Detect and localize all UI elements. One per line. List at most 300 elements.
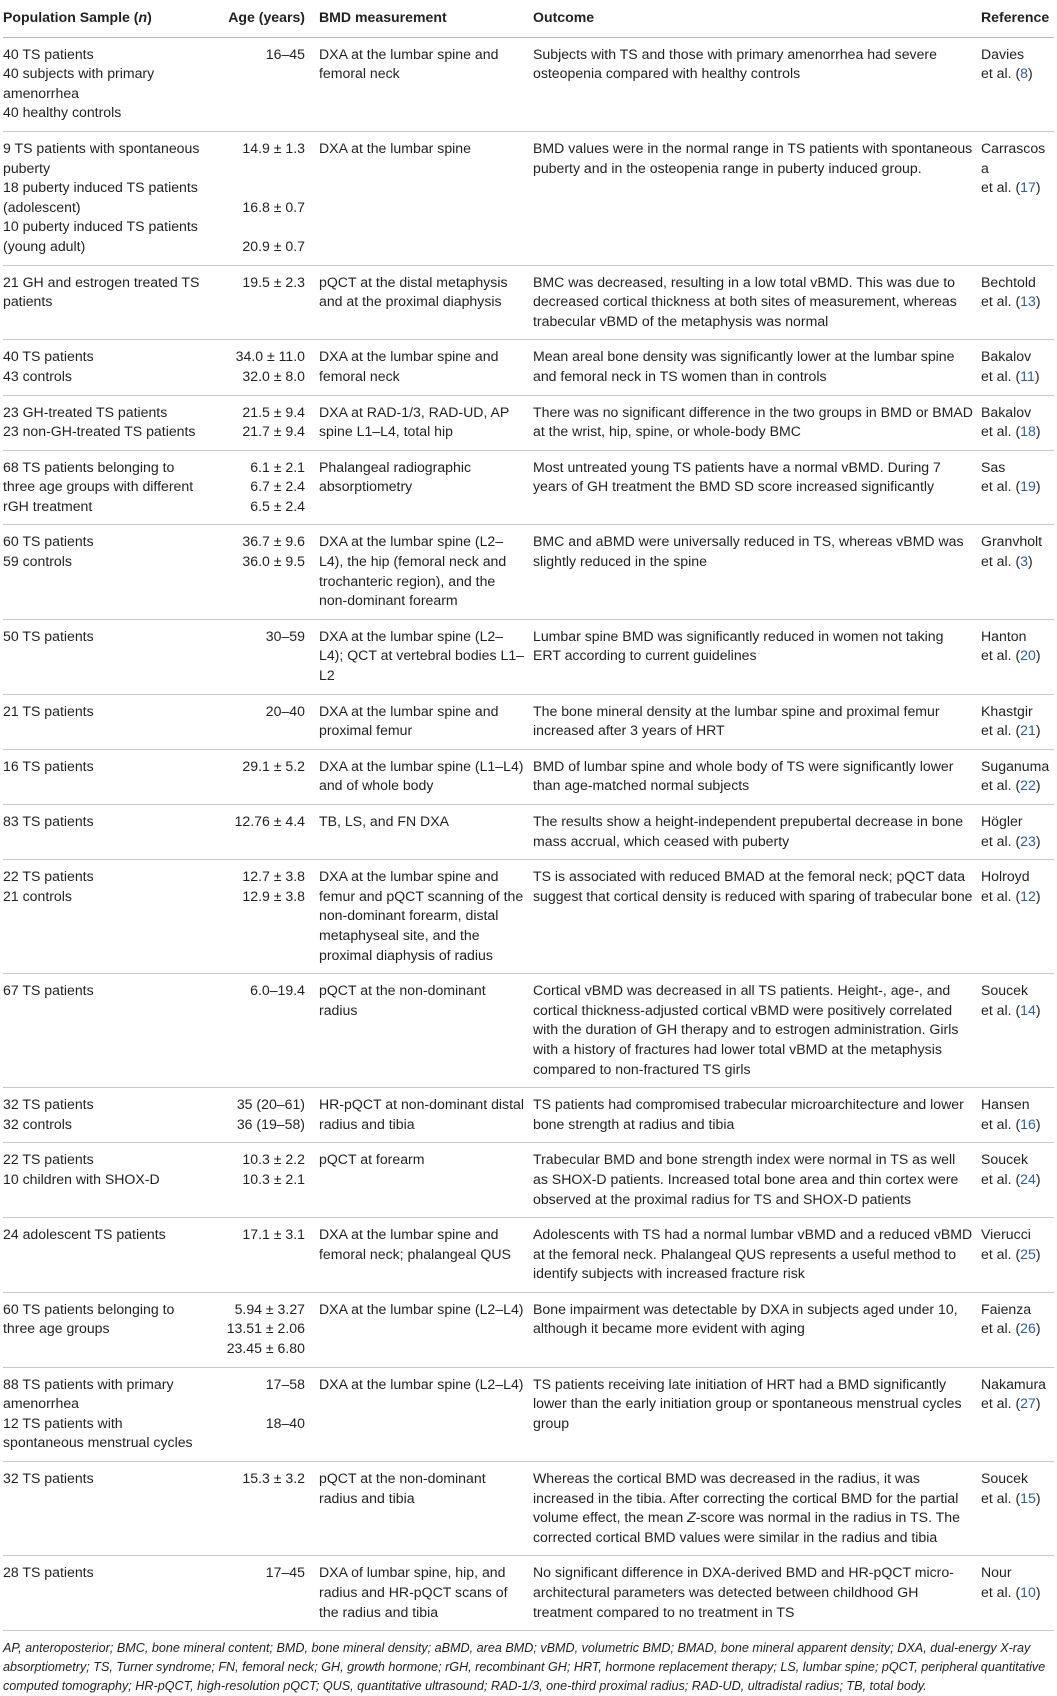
bmd-measurement-cell: DXA at the lumbar spine (L2–L4), the hip (femoral neck and trochanteric region), and the non-dominant forearm — [313, 525, 527, 619]
reference-cell — [975, 1367, 1054, 1461]
age-cell — [209, 131, 313, 265]
table-row — [3, 265, 1054, 340]
outcome-cell: TS patients had compromised trabecular microarchitecture and lower bone strength at radius and tibia — [527, 1088, 975, 1143]
reference-number-link[interactable]: 26 — [1020, 1320, 1036, 1337]
reference-close-paren: ) — [1035, 179, 1041, 196]
age-line: 6.0–19.4 — [250, 982, 305, 999]
outcome-cell: There was no significant difference in the two groups in BMD or BMAD at the wrist, hip, spine, or whole-body BMC — [527, 395, 975, 450]
age-cell — [209, 619, 313, 694]
table-row — [3, 805, 1054, 860]
age-line: 16–45 — [265, 45, 305, 62]
bmd-measurement-cell: DXA at the lumbar spine (L2–L4) — [313, 1367, 527, 1461]
reference-etal: et al. ( — [981, 293, 1021, 310]
reference-cell — [975, 395, 1054, 450]
reference-author: Faienza — [981, 1300, 1032, 1317]
header-age: Age (years) — [209, 0, 313, 37]
age-line: 19.5 ± 2.3 — [242, 273, 305, 290]
bmd-measurement-cell: pQCT at the non-dominant radius — [313, 974, 527, 1088]
age-cell — [209, 860, 313, 974]
reference-cell — [975, 1556, 1054, 1631]
population-cell — [3, 450, 209, 525]
bmd-measurement-cell: pQCT at the non-dominant radius and tibia — [313, 1462, 527, 1556]
population-line: 23 non-GH-treated TS patients — [3, 423, 196, 440]
reference-close-paren: ) — [1035, 647, 1041, 664]
table-row — [3, 1088, 1054, 1143]
reference-number-link[interactable]: 22 — [1020, 777, 1036, 794]
reference-etal: et al. ( — [981, 1115, 1021, 1132]
age-line: 17–45 — [265, 1564, 305, 1581]
reference-cell — [975, 694, 1054, 749]
reference-close-paren: ) — [1035, 1245, 1041, 1262]
age-cell — [209, 1088, 313, 1143]
reference-etal: et al. ( — [981, 1584, 1021, 1600]
age-line: 12.9 ± 3.8 — [242, 887, 305, 904]
reference-cell — [975, 1462, 1054, 1556]
population-line: 18 puberty induced TS patients (adolescent) — [3, 179, 198, 215]
age-line: 15.3 ± 3.2 — [242, 1470, 305, 1487]
outcome-cell: Most untreated young TS patients have a normal vBMD. During 7 years of GH treatment the BMD SD score increased significantly — [527, 450, 975, 525]
table-header — [3, 0, 1054, 37]
age-line: 18–40 — [265, 1414, 305, 1431]
header-population-close: ) — [147, 9, 152, 25]
population-line: 40 healthy controls — [3, 104, 122, 121]
age-line: 29.1 ± 5.2 — [242, 757, 305, 774]
age-line: 10.3 ± 2.2 — [242, 1151, 305, 1168]
reference-number-link[interactable]: 11 — [1020, 367, 1035, 384]
age-line — [209, 217, 305, 237]
bmd-measurement-cell: DXA at the lumbar spine (L2–L4); QCT at vertebral bodies L1–L2 — [313, 619, 527, 694]
header-population-text: Population Sample ( — [3, 9, 139, 25]
outcome-cell: BMD values were in the normal range in TS patients with spontaneous puberty and in the osteopenia range in puberty induced group. — [527, 131, 975, 265]
age-line: 21.5 ± 9.4 — [242, 403, 305, 420]
bmd-measurement-cell: DXA at the lumbar spine (L1–L4) and of whole body — [313, 749, 527, 804]
bmd-measurement-cell: DXA at the lumbar spine and femoral neck — [313, 37, 527, 131]
bmd-measurement-cell: DXA at the lumbar spine and femoral neck; phalangeal QUS — [313, 1218, 527, 1293]
table-row — [3, 860, 1054, 974]
reference-etal: et al. ( — [981, 423, 1021, 440]
header-row — [3, 0, 1054, 37]
reference-citation — [981, 292, 1052, 312]
bmd-measurement-cell: TB, LS, and FN DXA — [313, 805, 527, 860]
outcome-cell: TS patients receiving late initiation of HRT had a BMD significantly lower than the early initiation group or spontaneous menstrual cycles group — [527, 1367, 975, 1461]
reference-author: Soucek — [981, 1470, 1029, 1487]
reference-citation — [981, 776, 1052, 796]
reference-citation — [981, 477, 1052, 497]
population-cell — [3, 974, 209, 1088]
header-population — [3, 0, 209, 37]
reference-author: Nour — [981, 1564, 1012, 1581]
age-line: 5.94 ± 3.27 — [234, 1300, 305, 1317]
outcome-cell: Subjects with TS and those with primary amenorrhea had severe osteopenia compared with healthy controls — [527, 37, 975, 131]
reference-etal: et al. ( — [981, 478, 1021, 495]
reference-number-link[interactable]: 27 — [1020, 1395, 1036, 1412]
reference-number-link[interactable]: 10 — [1020, 1584, 1036, 1600]
table-row — [3, 1218, 1054, 1293]
reference-number-link[interactable]: 3 — [1020, 553, 1029, 570]
population-line: 88 TS patients with primary amenorrhea — [3, 1375, 174, 1412]
reference-etal: et al. ( — [981, 887, 1021, 904]
age-line: 10.3 ± 2.1 — [242, 1170, 305, 1187]
reference-etal: et al. ( — [981, 1170, 1021, 1187]
reference-cell — [975, 525, 1054, 619]
reference-number-link[interactable]: 12 — [1020, 887, 1036, 904]
reference-etal: et al. ( — [981, 832, 1021, 849]
table-row — [3, 1462, 1054, 1556]
outcome-cell: Bone impairment was detectable by DXA in subjects aged under 10, although it became more evident with aging — [527, 1292, 975, 1367]
population-line: 23 GH-treated TS patients — [3, 403, 168, 420]
reference-etal: et al. ( — [981, 65, 1021, 82]
reference-citation — [981, 1319, 1052, 1339]
population-cell — [3, 1462, 209, 1556]
age-line: 14.9 ± 1.3 — [242, 139, 305, 156]
table-row — [3, 395, 1054, 450]
reference-citation — [981, 1489, 1052, 1509]
population-line: 32 TS patients — [3, 1096, 94, 1113]
age-line: 35 (20–61) — [236, 1096, 305, 1113]
age-line: 17.1 ± 3.1 — [242, 1226, 305, 1243]
population-line: 10 puberty induced TS patients (young adult) — [3, 218, 198, 254]
population-line: 21 controls — [3, 887, 72, 904]
population-line: 21 GH and estrogen treated TS patients — [3, 273, 200, 310]
table-row — [3, 1292, 1054, 1367]
population-line: 50 TS patients — [3, 627, 94, 644]
reference-close-paren: ) — [1035, 1584, 1041, 1600]
population-line: 40 TS patients — [3, 45, 94, 62]
reference-close-paren: ) — [1028, 65, 1033, 82]
population-cell — [3, 1218, 209, 1293]
reference-close-paren: ) — [1034, 367, 1040, 384]
header-population-n: n — [138, 9, 148, 25]
population-line: 22 TS patients — [3, 1151, 94, 1168]
age-cell — [209, 1292, 313, 1367]
age-cell — [209, 1556, 313, 1631]
outcome-cell — [527, 1462, 975, 1556]
reference-citation — [981, 1583, 1052, 1603]
reference-etal: et al. ( — [981, 1001, 1021, 1018]
outcome-text: Whereas the cortical BMD was decreased in the radius, it was increased in the tibia. After correcting the cortical BMD for the partial volume effect, the mean — [533, 1470, 959, 1526]
age-line: 23.45 ± 6.80 — [226, 1340, 305, 1357]
reference-cell — [975, 805, 1054, 860]
table-row — [3, 525, 1054, 619]
age-line: 32.0 ± 8.0 — [242, 367, 305, 384]
population-cell — [3, 1088, 209, 1143]
reference-number-link[interactable]: 23 — [1020, 832, 1036, 849]
reference-close-paren: ) — [1035, 1001, 1041, 1018]
reference-etal: et al. ( — [981, 1320, 1021, 1337]
age-line: 12.7 ± 3.8 — [242, 868, 305, 885]
outcome-cell: The bone mineral density at the lumbar spine and proximal femur increased after 3 years of HRT — [527, 694, 975, 749]
reference-number-link[interactable]: 25 — [1020, 1245, 1036, 1262]
reference-etal: et al. ( — [981, 1395, 1021, 1412]
reference-author: Hanton — [981, 627, 1027, 644]
reference-number-link[interactable]: 8 — [1020, 65, 1029, 82]
reference-author: Bakalov — [981, 348, 1032, 365]
bmd-measurement-cell: DXA at the lumbar spine and femoral neck — [313, 340, 527, 395]
reference-cell — [975, 1088, 1054, 1143]
reference-citation — [981, 1245, 1052, 1265]
age-cell — [209, 1462, 313, 1556]
population-cell — [3, 395, 209, 450]
reference-cell — [975, 619, 1054, 694]
age-cell — [209, 1367, 313, 1461]
outcome-cell: BMD of lumbar spine and whole body of TS were significantly lower than age-matched normal subjects — [527, 749, 975, 804]
reference-close-paren: ) — [1035, 1320, 1041, 1337]
age-line: 16.8 ± 0.7 — [242, 198, 305, 215]
outcome-cell: BMC was decreased, resulting in a low total vBMD. This was due to decreased cortical thickness at both sites of measurement, whereas trabecular vBMD of the metaphysis was normal — [527, 265, 975, 340]
age-cell — [209, 37, 313, 131]
age-line: 6.1 ± 2.1 — [250, 458, 305, 475]
reference-author: Granvholt — [981, 533, 1043, 550]
bmd-measurement-cell: pQCT at the distal metaphysis and at the proximal diaphysis — [313, 265, 527, 340]
age-line — [209, 159, 305, 179]
bmd-measurement-cell: HR-pQCT at non-dominant distal radius and tibia — [313, 1088, 527, 1143]
reference-close-paren: ) — [1035, 1489, 1041, 1506]
outcome-cell: No significant difference in DXA-derived BMD and HR-pQCT micro-architectural parameters was detected between childhood GH treatment compared to no treatment in TS — [527, 1556, 975, 1631]
population-line: 68 TS patients belonging to three age groups with different rGH treatment — [3, 458, 194, 514]
reference-close-paren: ) — [1035, 832, 1041, 849]
population-line: 40 TS patients — [3, 348, 94, 365]
age-line: 36.0 ± 9.5 — [242, 553, 305, 570]
outcome-cell: TS is associated with reduced BMAD at the femoral neck; pQCT data suggest that cortical density is reduced with sparing of trabecular bone — [527, 860, 975, 974]
header-outcome: Outcome — [527, 0, 975, 37]
reference-author: Sas — [981, 458, 1006, 475]
table-row — [3, 131, 1054, 265]
table-row — [3, 1556, 1054, 1631]
bmd-measurement-cell: DXA at the lumbar spine and femur and pQCT scanning of the non-dominant forearm, distal metaphyseal site, and the proximal diaphysis of radius — [313, 860, 527, 974]
age-line: 34.0 ± 11.0 — [235, 348, 305, 365]
population-line: 16 TS patients — [3, 757, 94, 774]
population-line: 83 TS patients — [3, 813, 94, 829]
reference-citation — [981, 1170, 1052, 1190]
outcome-cell: BMC and aBMD were universally reduced in TS, whereas vBMD was slightly reduced in the spine — [527, 525, 975, 619]
reference-close-paren: ) — [1028, 553, 1033, 570]
population-cell — [3, 1143, 209, 1218]
population-cell — [3, 694, 209, 749]
bmd-measurement-cell: DXA at the lumbar spine — [313, 131, 527, 265]
age-cell — [209, 395, 313, 450]
reference-etal: et al. ( — [981, 179, 1021, 196]
bmd-studies-table — [3, 0, 1054, 1631]
outcome-z-symbol: Z — [687, 1509, 696, 1526]
population-cell — [3, 265, 209, 340]
population-cell — [3, 749, 209, 804]
population-cell — [3, 1292, 209, 1367]
reference-cell — [975, 450, 1054, 525]
age-line: 21.7 ± 9.4 — [242, 423, 305, 440]
age-line: 12.76 ± 4.4 — [234, 813, 305, 829]
population-cell — [3, 805, 209, 860]
age-cell — [209, 1143, 313, 1218]
bmd-measurement-cell: DXA at the lumbar spine and proximal femur — [313, 694, 527, 749]
population-line: 59 controls — [3, 553, 72, 570]
age-line: 13.51 ± 2.06 — [226, 1320, 305, 1337]
population-line: 24 adolescent TS patients — [3, 1226, 166, 1243]
reference-close-paren: ) — [1035, 1395, 1041, 1412]
reference-citation — [981, 552, 1052, 572]
age-line: 30–59 — [265, 627, 305, 644]
bmd-measurement-cell: DXA of lumbar spine, hip, and radius and HR-pQCT scans of the radius and tibia — [313, 1556, 527, 1631]
population-line: 40 subjects with primary amenorrhea — [3, 65, 155, 101]
bmd-measurement-cell: DXA at the lumbar spine (L2–L4) — [313, 1292, 527, 1367]
age-line: 36 (19–58) — [236, 1115, 305, 1132]
population-line: 10 children with SHOX-D — [3, 1170, 160, 1187]
age-cell — [209, 1218, 313, 1293]
header-reference: Reference — [975, 0, 1054, 37]
reference-number-link[interactable]: 19 — [1020, 478, 1036, 495]
reference-citation — [981, 832, 1052, 852]
age-cell — [209, 974, 313, 1088]
table-row — [3, 974, 1054, 1088]
reference-cell — [975, 131, 1054, 265]
reference-number-link[interactable]: 13 — [1020, 293, 1036, 310]
reference-citation — [981, 367, 1052, 387]
reference-citation — [981, 1394, 1052, 1414]
population-line: 43 controls — [3, 367, 72, 384]
reference-number-link[interactable]: 24 — [1020, 1170, 1036, 1187]
reference-author: Holroyd — [981, 868, 1030, 885]
reference-author: Soucek — [981, 1151, 1029, 1168]
reference-number-link[interactable]: 16 — [1020, 1115, 1036, 1132]
population-cell — [3, 340, 209, 395]
reference-cell — [975, 749, 1054, 804]
reference-citation — [981, 64, 1052, 84]
reference-citation — [981, 646, 1052, 666]
header-bmd: BMD measurement — [313, 0, 527, 37]
table-footnote: AP, anteroposterior; BMC, bone mineral content; BMD, bone mineral density; aBMD, area BMD; vBMD, volumetric BMD; BMAD, bone mineral apparent density; DXA, dual-energy X-ray absorptiometry; TS, Turner syndrome; FN, femoral neck; GH, growth hormone; rGH, recombinant GH; HRT, hormone replacement therapy; LS, lumbar spine; pQCT, peripheral quantitative computed tomography; HR-pQCT, high-resolution pQCT; QUS, quantitative ultrasound; RAD-1/3, one-third proximal radius; RAD-UD, ultradistal radius; TB, total body. — [3, 1641, 1046, 1694]
reference-number-link[interactable]: 18 — [1020, 423, 1036, 440]
reference-number-link[interactable]: 17 — [1020, 179, 1036, 196]
table-row — [3, 450, 1054, 525]
population-line: 60 TS patients — [3, 533, 94, 550]
reference-author: Vierucci — [981, 1226, 1031, 1243]
population-cell — [3, 1556, 209, 1631]
age-cell — [209, 749, 313, 804]
reference-author: Hansen — [981, 1096, 1030, 1113]
population-cell — [3, 1367, 209, 1461]
reference-close-paren: ) — [1035, 887, 1041, 904]
reference-citation — [981, 1001, 1052, 1021]
bmd-measurement-cell: pQCT at forearm — [313, 1143, 527, 1218]
population-line: 9 TS patients with spontaneous puberty — [3, 139, 200, 176]
reference-cell — [975, 37, 1054, 131]
reference-close-paren: ) — [1035, 293, 1041, 310]
reference-author: Bechtold — [981, 273, 1036, 290]
age-line: 17–58 — [265, 1375, 305, 1392]
age-cell — [209, 525, 313, 619]
population-line: 32 controls — [3, 1115, 72, 1132]
table-row — [3, 1143, 1054, 1218]
reference-cell — [975, 1292, 1054, 1367]
population-line: 12 TS patients with spontaneous menstrual cycles — [3, 1414, 193, 1451]
population-cell — [3, 37, 209, 131]
table-row — [3, 694, 1054, 749]
population-line: 22 TS patients — [3, 868, 94, 885]
population-cell — [3, 131, 209, 265]
age-cell — [209, 450, 313, 525]
reference-number-link[interactable]: 20 — [1020, 647, 1036, 664]
bmd-measurement-cell: DXA at RAD-1/3, RAD-UD, AP spine L1–L4, total hip — [313, 395, 527, 450]
population-cell — [3, 860, 209, 974]
reference-etal: et al. ( — [981, 1245, 1021, 1262]
age-cell — [209, 694, 313, 749]
outcome-cell: Lumbar spine BMD was significantly reduced in women not taking ERT according to current guidelines — [527, 619, 975, 694]
reference-cell — [975, 1143, 1054, 1218]
reference-author: Khastgir — [981, 702, 1033, 719]
reference-number-link[interactable]: 15 — [1020, 1489, 1036, 1506]
outcome-cell: Cortical vBMD was decreased in all TS patients. Height-, age-, and cortical thickness-adjusted cortical vBMD were positively correlated with the duration of GH therapy and to estrogen administration. Girls with a history of fractures had lower total vBMD at the metaphysis compared to non-fractured TS girls — [527, 974, 975, 1088]
reference-number-link[interactable]: 14 — [1020, 1001, 1036, 1018]
table-row — [3, 619, 1054, 694]
population-line: 28 TS patients — [3, 1564, 94, 1581]
outcome-cell: Mean areal bone density was significantly lower at the lumbar spine and femoral neck in TS women than in controls — [527, 340, 975, 395]
age-line — [209, 1394, 305, 1414]
reference-close-paren: ) — [1035, 1115, 1041, 1132]
reference-number-link[interactable]: 21 — [1020, 722, 1036, 739]
outcome-cell: The results show a height-independent prepubertal decrease in bone mass accrual, which ceased with puberty — [527, 805, 975, 860]
reference-author: Högler — [981, 813, 1023, 829]
table-row — [3, 37, 1054, 131]
reference-author: Suganuma — [981, 757, 1050, 774]
age-line: 6.7 ± 2.4 — [250, 478, 305, 495]
reference-citation — [981, 1115, 1052, 1135]
reference-etal: et al. ( — [981, 553, 1021, 570]
population-cell — [3, 619, 209, 694]
reference-etal: et al. ( — [981, 722, 1021, 739]
population-line: 67 TS patients — [3, 982, 94, 999]
reference-author: Davies — [981, 45, 1025, 62]
reference-citation — [981, 721, 1052, 741]
population-line: 21 TS patients — [3, 702, 94, 719]
reference-author: Soucek — [981, 982, 1029, 999]
reference-cell — [975, 340, 1054, 395]
bmd-measurement-cell: Phalangeal radiographic absorptiometry — [313, 450, 527, 525]
population-line: 60 TS patients belonging to three age groups — [3, 1300, 175, 1337]
reference-citation — [981, 422, 1052, 442]
reference-cell — [975, 974, 1054, 1088]
outcome-text: -score was normal in the radius in TS. The corrected cortical BMD values were similar in the radius and tibia — [533, 1509, 960, 1545]
reference-etal: et al. ( — [981, 367, 1021, 384]
reference-close-paren: ) — [1035, 777, 1041, 794]
population-cell — [3, 525, 209, 619]
outcome-cell: Trabecular BMD and bone strength index were normal in TS as well as SHOX-D patients. Increased total bone area and thin cortex were observed at the proximal radius for TS and SHOX-D patients — [527, 1143, 975, 1218]
reference-author: Carrascosa — [981, 139, 1046, 176]
population-line: 32 TS patients — [3, 1470, 94, 1487]
table-row — [3, 340, 1054, 395]
reference-close-paren: ) — [1035, 478, 1041, 495]
reference-cell — [975, 1218, 1054, 1293]
table-row — [3, 749, 1054, 804]
age-cell — [209, 805, 313, 860]
reference-etal: et al. ( — [981, 777, 1021, 794]
reference-citation — [981, 178, 1052, 198]
reference-etal: et al. ( — [981, 647, 1021, 664]
age-cell — [209, 265, 313, 340]
age-line: 36.7 ± 9.6 — [242, 533, 305, 550]
reference-citation — [981, 887, 1052, 907]
outcome-cell: Adolescents with TS had a normal lumbar vBMD and a reduced vBMD at the femoral neck. Phalangeal QUS represents a useful method to identify subjects with increased fracture risk — [527, 1218, 975, 1293]
reference-etal: et al. ( — [981, 1489, 1021, 1506]
reference-close-paren: ) — [1035, 423, 1041, 440]
age-line: 20–40 — [265, 702, 305, 719]
reference-close-paren: ) — [1035, 1170, 1041, 1187]
reference-author: Nakamura — [981, 1375, 1047, 1392]
age-line: 6.5 ± 2.4 — [250, 497, 305, 514]
age-line: 20.9 ± 0.7 — [242, 237, 305, 254]
table-row — [3, 1367, 1054, 1461]
reference-close-paren: ) — [1035, 722, 1041, 739]
reference-cell — [975, 860, 1054, 974]
age-cell — [209, 340, 313, 395]
